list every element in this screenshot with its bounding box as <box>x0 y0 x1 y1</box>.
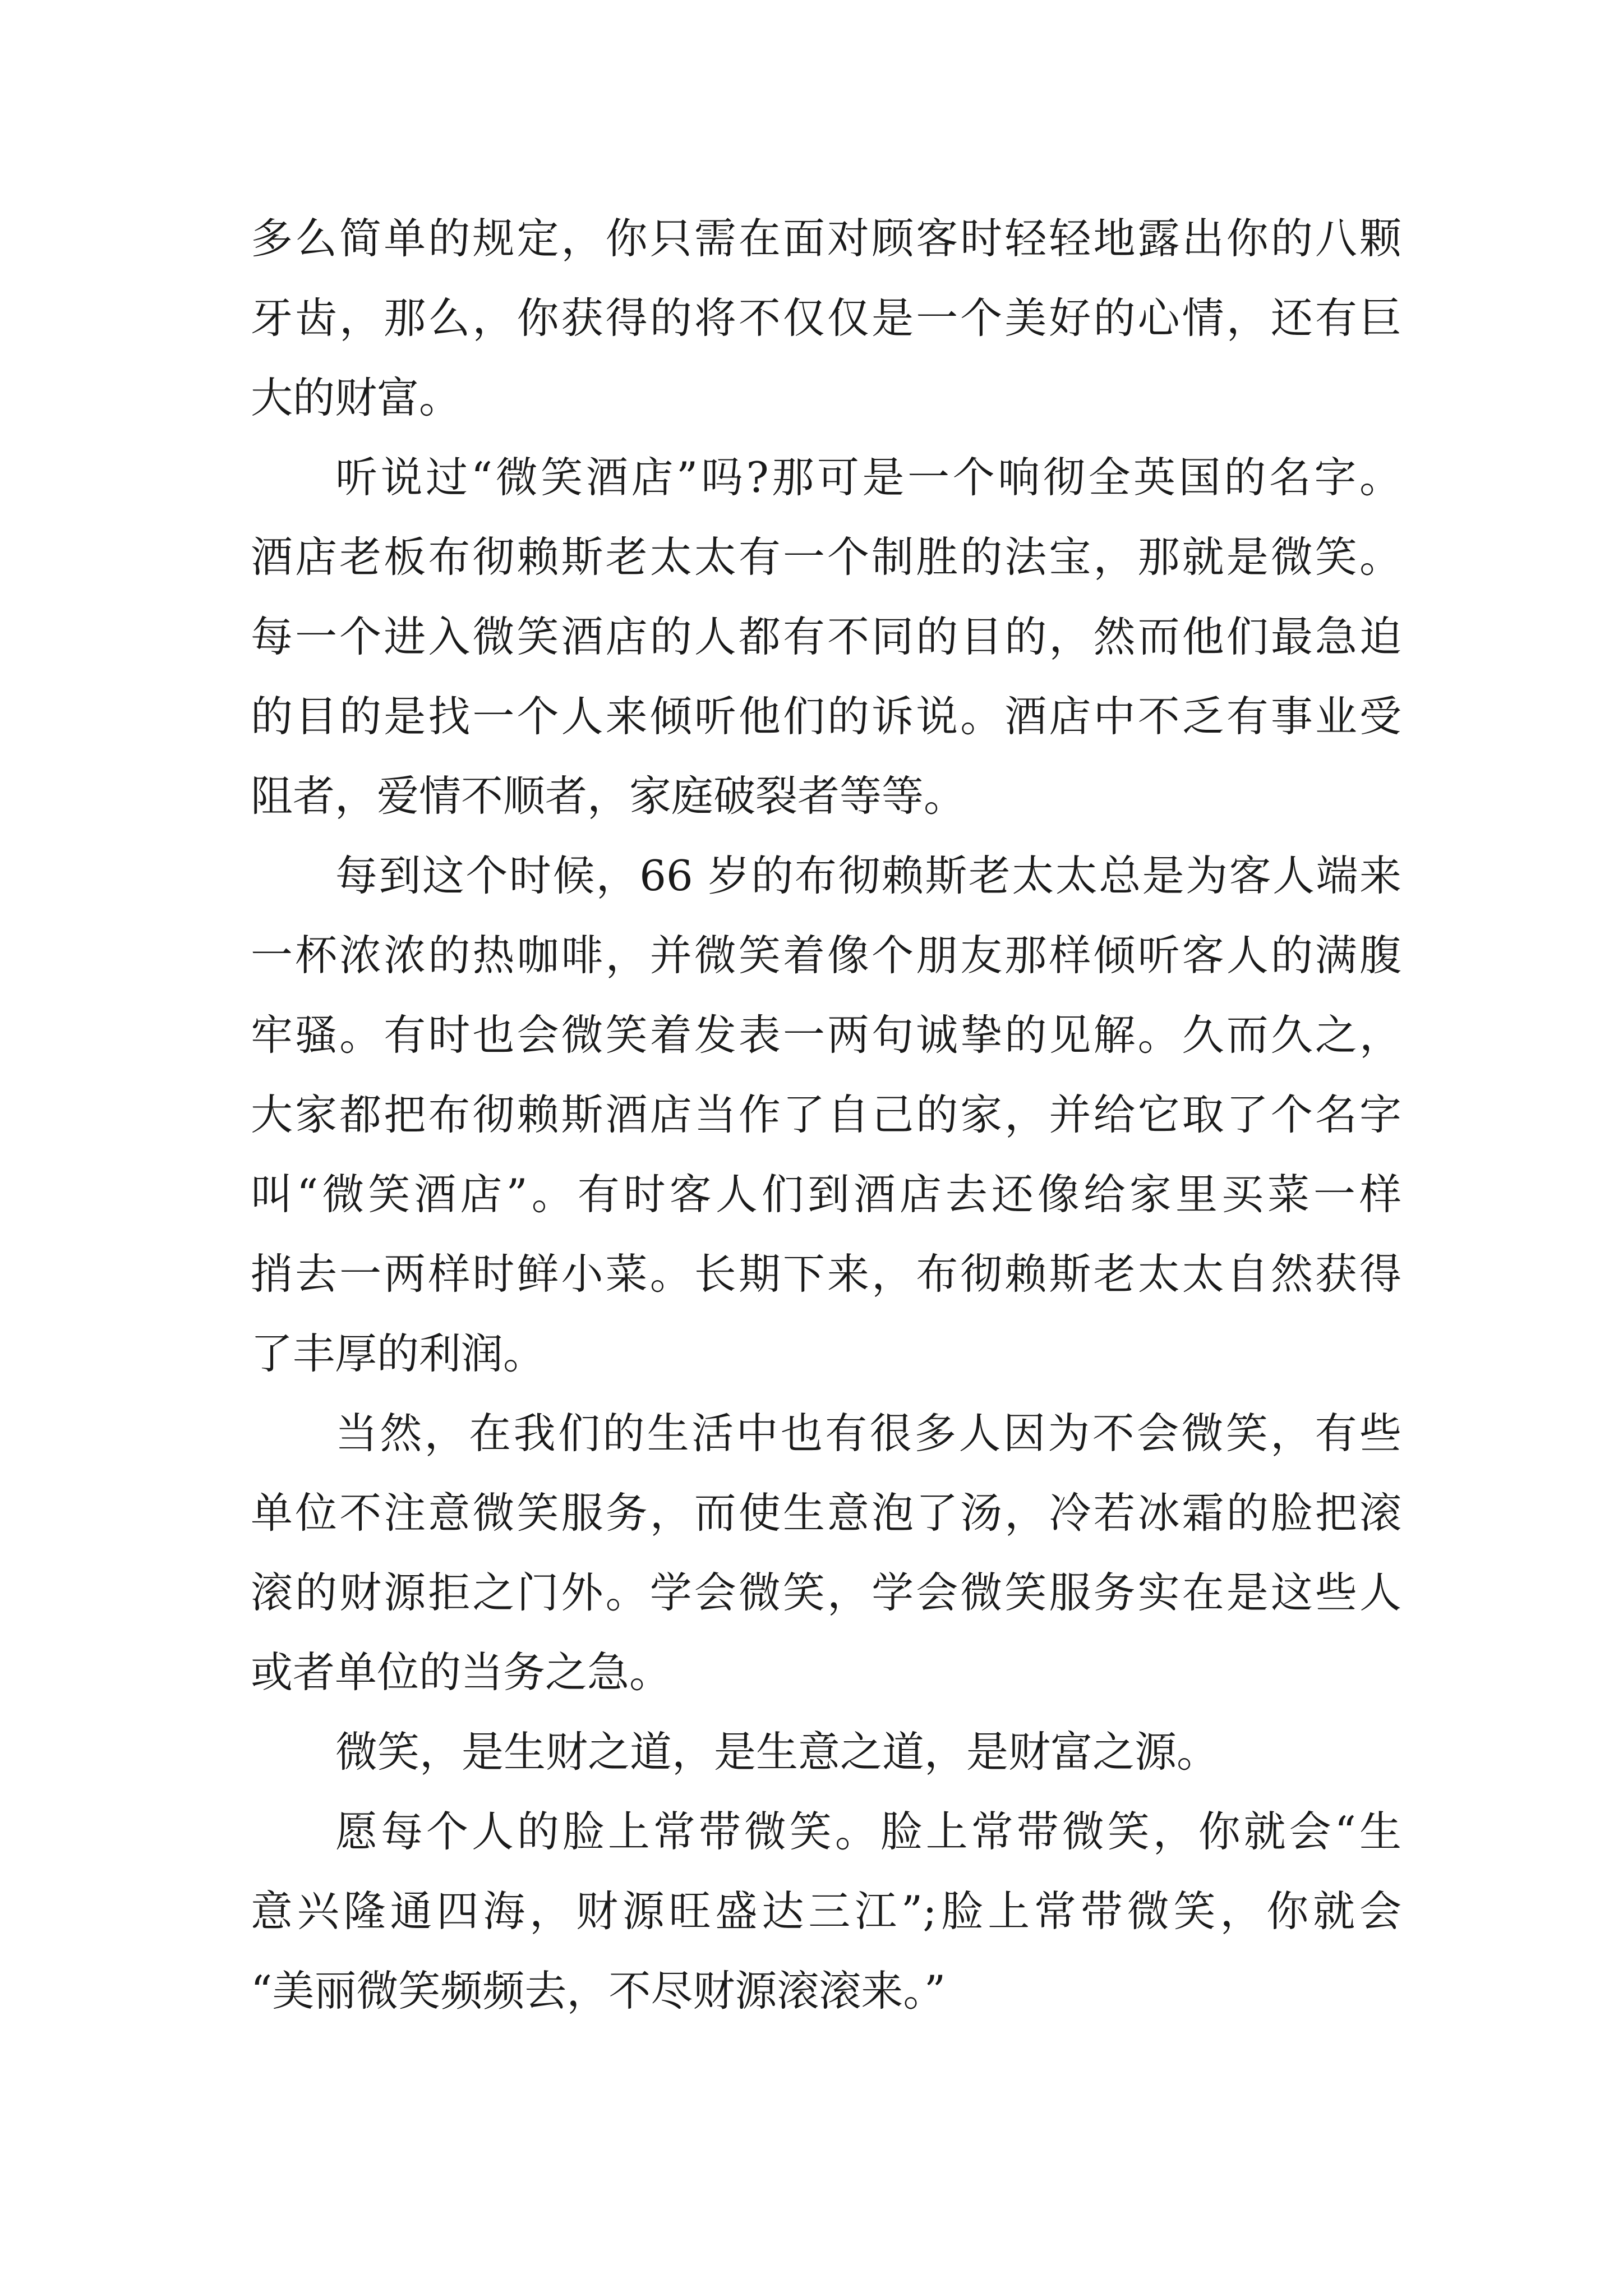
text-line: 大的财富。 <box>251 373 462 422</box>
text-line: 酒店老板布彻赖斯老太太有一个制胜的法宝，那就是微笑。 <box>251 532 1401 582</box>
paragraph-first-line: 愿每个人的脸上常带微笑。脸上常带微笑，你就会“生 <box>335 1807 1401 1856</box>
text-line: 的目的是找一个人来倾听他们的诉说。酒店中不乏有事业受 <box>251 692 1401 741</box>
text-line: 牢骚。有时也会微笑着发表一两句诚挚的见解。久而久之， <box>251 1010 1401 1060</box>
text-line: 了丰厚的利润。 <box>251 1329 546 1378</box>
text-line: 每一个进入微笑酒店的人都有不同的目的，然而他们最急迫 <box>251 612 1401 661</box>
text-line: 捎去一两样时鲜小菜。长期下来，布彻赖斯老太太自然获得 <box>251 1249 1401 1299</box>
text-line: 叫“微笑酒店”。有时客人们到酒店去还像给家里买菜一样 <box>251 1170 1401 1219</box>
paragraph-first-line: 微笑，是生财之道，是生意之道，是财富之源。 <box>335 1727 1219 1777</box>
paragraph-first-line: 当然，在我们的生活中也有很多人因为不会微笑，有些 <box>335 1409 1401 1458</box>
text-line: 多么简单的规定，你只需在面对顾客时轻轻地露出你的八颗 <box>251 214 1401 263</box>
text-line: 大家都把布彻赖斯酒店当作了自己的家，并给它取了个名字 <box>251 1090 1401 1139</box>
text-line: 滚的财源拒之门外。学会微笑，学会微笑服务实在是这些人 <box>251 1568 1401 1617</box>
paragraph-first-line: 听说过“微笑酒店”吗?那可是一个响彻全英国的名字。 <box>335 453 1401 502</box>
text-line: 意兴隆通四海，财源旺盛达三江”;脸上常带微笑，你就会 <box>251 1887 1401 1936</box>
text-line: 牙齿，那么，你获得的将不仅仅是一个美好的心情，还有巨 <box>251 293 1401 343</box>
text-line: 阻者，爱情不顺者，家庭破裂者等等。 <box>251 771 966 821</box>
text-line: 一杯浓浓的热咖啡，并微笑着像个朋友那样倾听客人的满腹 <box>251 931 1401 980</box>
text-line: 单位不注意微笑服务，而使生意泡了汤，冷若冰霜的脸把滚 <box>251 1488 1401 1538</box>
paragraph-first-line: 每到这个时候，66 岁的布彻赖斯老太太总是为客人端来 <box>335 851 1401 900</box>
text-line: 或者单位的当务之急。 <box>251 1648 672 1697</box>
text-line: “美丽微笑频频去，不尽财源滚滚来。” <box>251 1966 946 2016</box>
